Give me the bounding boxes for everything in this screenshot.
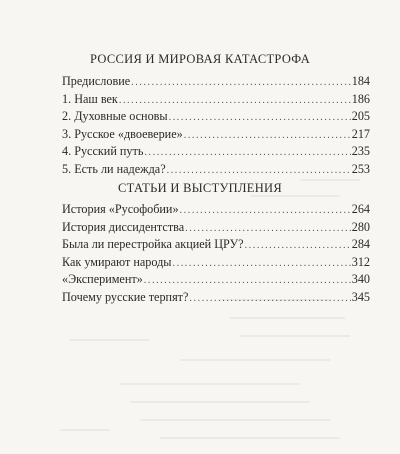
toc-entry-title: Как умирают народы (62, 254, 172, 269)
toc-entry-page: 184 (351, 74, 370, 88)
dot-leader (119, 92, 351, 110)
toc-entry-title: Была ли перестройка акцией ЦРУ? (62, 237, 244, 251)
toc-entry[interactable] (62, 143, 370, 161)
toc-entry[interactable] (62, 201, 370, 219)
dot-leader (245, 237, 351, 255)
toc-entry-page: 345 (351, 289, 370, 304)
toc-entry[interactable] (62, 126, 370, 144)
toc-entry-title: 1. Наш век (62, 91, 118, 106)
dot-leader (144, 144, 350, 162)
toc-entry-page: 312 (351, 254, 370, 269)
dot-leader (180, 202, 351, 220)
toc-entry[interactable] (62, 236, 370, 254)
toc-entry[interactable] (62, 271, 370, 289)
toc-entry-title: 5. Есть ли надежда? (62, 161, 166, 176)
dot-leader (167, 162, 351, 180)
toc-entry-page: 235 (351, 144, 370, 158)
toc-entry-title: История диссидентства (62, 219, 185, 234)
section-heading-russia: РОССИЯ И МИРОВАЯ КАТАСТРОФА (89, 52, 311, 66)
dot-leader (131, 74, 351, 92)
toc-entry-title: История «Русофобии» (62, 202, 179, 216)
toc-entry[interactable] (62, 254, 370, 272)
toc-entry-page: 186 (351, 91, 370, 106)
toc-entry-title: 2. Духовные основы (62, 109, 168, 123)
toc-list-russia (62, 73, 370, 178)
toc-entry-page: 217 (351, 126, 370, 141)
toc-entry-title: Предисловие (62, 74, 131, 88)
dot-leader (189, 290, 350, 308)
toc-entry-title: «Эксперимент» (62, 272, 143, 286)
dot-leader (184, 127, 351, 145)
toc-entry[interactable] (62, 73, 370, 91)
toc-entry-page: 284 (351, 237, 370, 251)
toc-entry-title: 3. Русское «двоеверие» (62, 126, 183, 141)
dot-leader (173, 255, 351, 273)
dot-leader (144, 272, 351, 290)
toc-entry-page: 253 (351, 161, 370, 176)
toc-entry-title: 4. Русский путь (62, 144, 144, 158)
toc-entry[interactable] (62, 161, 370, 179)
toc-entry[interactable] (62, 91, 370, 109)
dot-leader (169, 109, 351, 127)
toc-list-articles (62, 201, 370, 306)
toc-entry[interactable] (62, 289, 370, 307)
toc-entry-page: 340 (351, 272, 370, 286)
toc-entry[interactable] (62, 108, 370, 126)
toc-entry-page: 280 (351, 219, 370, 234)
toc-entry[interactable] (62, 219, 370, 237)
toc-entry-page: 205 (351, 109, 370, 123)
toc-entry-page: 264 (351, 202, 370, 216)
section-heading-articles: СТАТЬИ И ВЫСТУПЛЕНИЯ (118, 181, 282, 195)
toc-entry-title: Почему русские терпят? (62, 289, 189, 304)
dot-leader (185, 220, 351, 238)
